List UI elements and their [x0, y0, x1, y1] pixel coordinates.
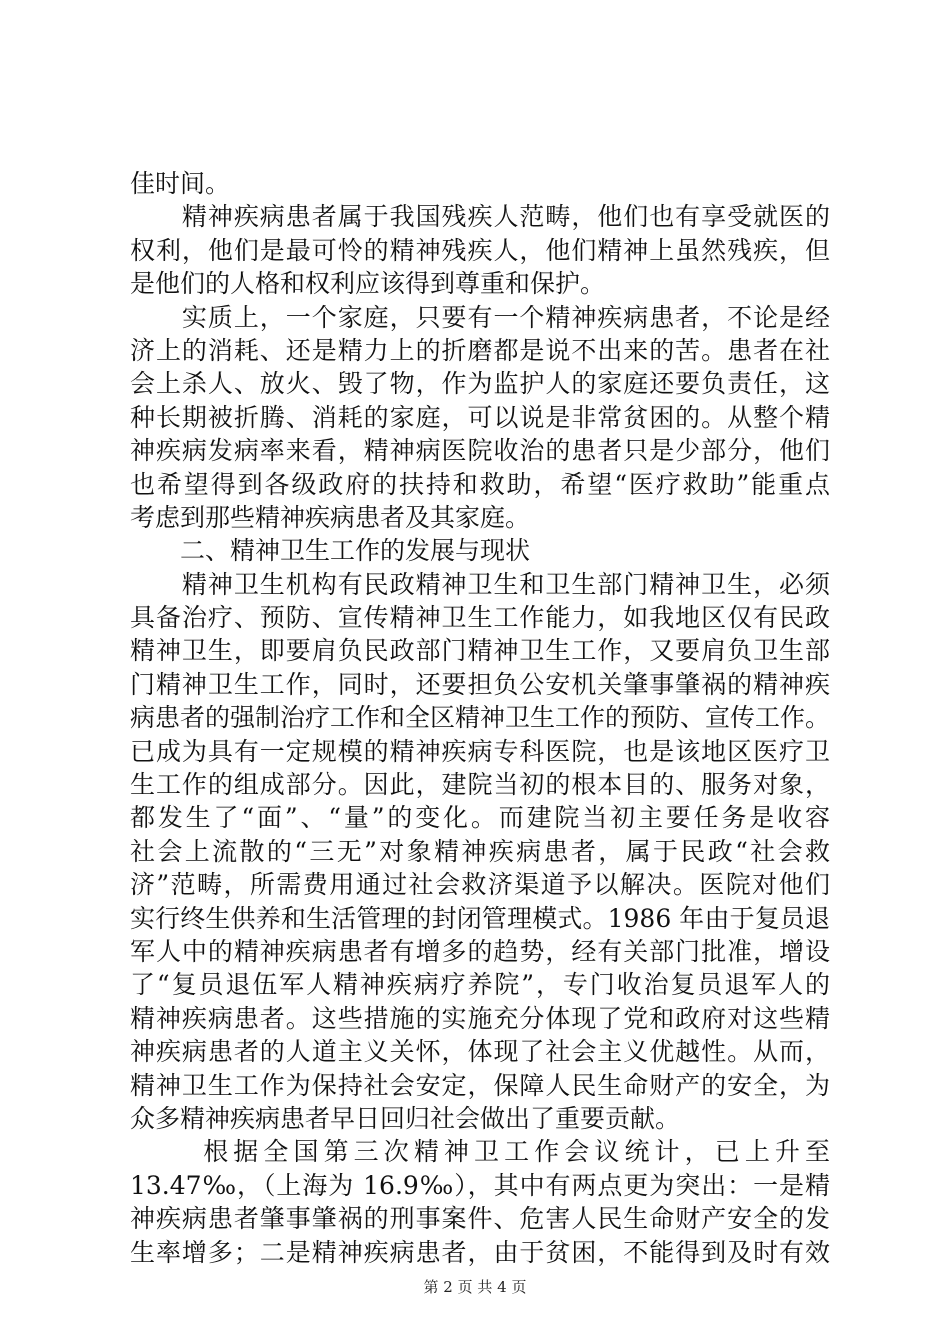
text-line: 济”范畴，所需费用通过社会救济渠道予以解决。医院对他们 [130, 870, 830, 900]
text-line: 神疾病患者的人道主义关怀，体现了社会主义优越性。从而， [130, 1037, 830, 1067]
text-line: 13.47‰，（上海为 16.9‰），其中有两点更为突出：一是精 [130, 1170, 830, 1200]
text-line: 精神卫生，即要肩负民政部门精神卫生工作，又要肩负卫生部 [130, 636, 830, 666]
text-line: 病患者的强制治疗工作和全区精神卫生工作的预防、宣传工作。 [130, 703, 830, 733]
page-footer: 第 2 页 共 4 页 [423, 1278, 527, 1296]
text-line: 二、精神卫生工作的发展与现状 [130, 536, 531, 566]
text-line: 会上杀人、放火、毁了物，作为监护人的家庭还要负责任，这 [130, 369, 830, 399]
text-line: 佳时间。 [130, 169, 231, 198]
text-line: 社会上流散的“三无”对象精神疾病患者，属于民政“社会救 [130, 836, 830, 866]
text-line: 了“复员退伍军人精神疾病疗养院”，专门收治复员退军人的 [130, 970, 830, 1000]
text-line: 众多精神疾病患者早日回归社会做出了重要贡献。 [130, 1103, 681, 1133]
text-line: 具备治疗、预防、宣传精神卫生工作能力，如我地区仅有民政 [130, 603, 830, 633]
text-line: 考虑到那些精神疾病患者及其家庭。 [130, 502, 531, 532]
text-line: 也希望得到各级政府的扶持和救助，希望“医疗救助”能重点 [130, 469, 830, 499]
text-line: 生工作的组成部分。因此，建院当初的根本目的、服务对象， [130, 770, 830, 800]
text-line: 都发生了“面”、“量”的变化。而建院当初主要任务是收容 [130, 803, 830, 833]
text-line: 神疾病发病率来看，精神病医院收治的患者只是少部分，他们 [130, 436, 830, 466]
text-line: 实行终生供养和生活管理的封闭管理模式。1986 年由于复员退 [130, 903, 830, 933]
text-line: 精神卫生工作为保持社会安定，保障人民生命财产的安全，为 [130, 1070, 830, 1100]
text-line: 济上的消耗、还是精力上的折磨都是说不出来的苦。患者在社 [130, 335, 830, 365]
text-line: 军人中的精神疾病患者有增多的趋势，经有关部门批准，增设 [130, 936, 830, 966]
text-line: 实质上，一个家庭，只要有一个精神疾病患者，不论是经 [130, 302, 830, 332]
text-line: 精神卫生机构有民政精神卫生和卫生部门精神卫生，必须 [130, 569, 830, 599]
text-line: 权利，他们是最可怜的精神残疾人，他们精神上虽然残疾，但 [130, 235, 830, 265]
text-line: 精神疾病患者。这些措施的实施充分体现了党和政府对这些精 [130, 1003, 830, 1033]
text-line: 神疾病患者肇事肇祸的刑事案件、危害人民生命财产安全的发 [130, 1204, 830, 1234]
text-line: 门精神卫生工作，同时，还要担负公安机关肇事肇祸的精神疾 [130, 669, 830, 699]
text-line: 是他们的人格和权利应该得到尊重和保护。 [130, 269, 606, 299]
text-line: 生率增多；二是精神疾病患者，由于贫困，不能得到及时有效 [130, 1237, 830, 1267]
text-line: 已成为具有一定规模的精神疾病专科医院，也是该地区医疗卫 [130, 736, 830, 766]
body-text [130, 167, 830, 1269]
text-line: 精神疾病患者属于我国残疾人范畴，他们也有享受就医的 [130, 202, 830, 232]
text-line: 种长期被折腾、消耗的家庭，可以说是非常贫困的。从整个精 [130, 402, 830, 432]
text-line: 根据全国第三次精神卫工作会议统计，已上升至 [130, 1137, 830, 1167]
